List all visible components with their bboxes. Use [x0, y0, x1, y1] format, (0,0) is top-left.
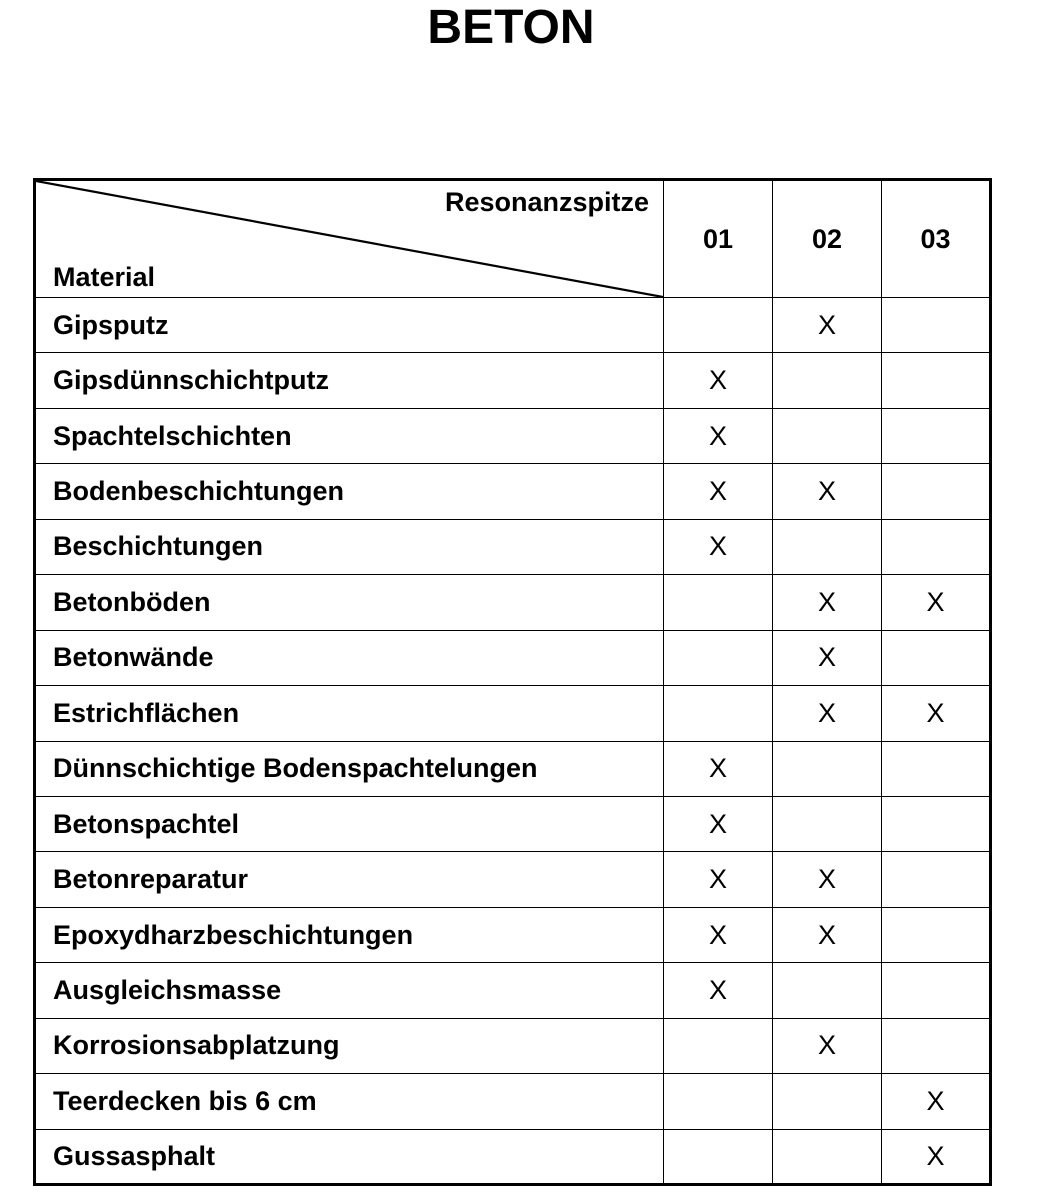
column-header-02: 02	[773, 180, 882, 298]
mark-cell-03	[882, 741, 991, 796]
table-row	[35, 907, 991, 962]
table-row	[35, 519, 991, 574]
mark-cell-01: X	[664, 741, 773, 796]
mark-cell-02: X	[773, 852, 882, 907]
material-cell: Epoxydharzbeschichtungen	[35, 907, 664, 962]
mark-cell-01: X	[664, 796, 773, 851]
mark-cell-01	[664, 298, 773, 353]
mark-cell-03	[882, 408, 991, 463]
column-header-01: 01	[664, 180, 773, 298]
material-cell: Dünnschichtige Bodenspachtelungen	[35, 741, 664, 796]
table-row	[35, 1018, 991, 1073]
table-row	[35, 741, 991, 796]
material-cell: Gussasphalt	[35, 1129, 664, 1184]
material-cell: Teerdecken bis 6 cm	[35, 1074, 664, 1129]
mark-cell-02: X	[773, 1018, 882, 1073]
table-row	[35, 963, 991, 1018]
mark-cell-01	[664, 686, 773, 741]
material-cell: Spachtelschichten	[35, 408, 664, 463]
mark-cell-01: X	[664, 519, 773, 574]
mark-cell-01: X	[664, 852, 773, 907]
material-cell: Betonböden	[35, 575, 664, 630]
table-row	[35, 686, 991, 741]
table-row	[35, 796, 991, 851]
mark-cell-03	[882, 907, 991, 962]
corner-header-cell	[35, 180, 664, 298]
mark-cell-03: X	[882, 575, 991, 630]
mark-cell-03	[882, 519, 991, 574]
material-cell: Ausgleichsmasse	[35, 963, 664, 1018]
mark-cell-02: X	[773, 686, 882, 741]
mark-cell-01: X	[664, 408, 773, 463]
page-title: BETON	[427, 1, 595, 54]
mark-cell-02: X	[773, 464, 882, 519]
mark-cell-02	[773, 519, 882, 574]
mark-cell-02	[773, 796, 882, 851]
mark-cell-01	[664, 575, 773, 630]
mark-cell-03	[882, 298, 991, 353]
mark-cell-01	[664, 1129, 773, 1184]
mark-cell-03	[882, 963, 991, 1018]
column-header-03: 03	[882, 180, 991, 298]
mark-cell-01	[664, 1074, 773, 1129]
mark-cell-01: X	[664, 464, 773, 519]
mark-cell-01: X	[664, 907, 773, 962]
table-row	[35, 353, 991, 408]
material-cell: Bodenbeschichtungen	[35, 464, 664, 519]
table-row	[35, 464, 991, 519]
mark-cell-02	[773, 408, 882, 463]
mark-cell-03	[882, 630, 991, 685]
mark-cell-03	[882, 464, 991, 519]
material-cell: Gipsputz	[35, 298, 664, 353]
material-cell: Beschichtungen	[35, 519, 664, 574]
mark-cell-03: X	[882, 1129, 991, 1184]
mark-cell-02: X	[773, 298, 882, 353]
material-cell: Betonwände	[35, 630, 664, 685]
material-cell: Betonreparatur	[35, 852, 664, 907]
table-row	[35, 575, 991, 630]
table-row	[35, 1074, 991, 1129]
mark-cell-03: X	[882, 1074, 991, 1129]
table-row	[35, 1129, 991, 1184]
mark-cell-03	[882, 796, 991, 851]
material-cell: Korrosionsabplatzung	[35, 1018, 664, 1073]
table-row	[35, 630, 991, 685]
mark-cell-01	[664, 630, 773, 685]
corner-label-material: Material	[53, 262, 156, 292]
material-cell: Gipsdünnschichtputz	[35, 353, 664, 408]
mark-cell-02: X	[773, 630, 882, 685]
corner-label-resonanzspitze: Resonanzspitze	[444, 187, 649, 217]
mark-cell-03	[882, 353, 991, 408]
mark-cell-02	[773, 963, 882, 1018]
mark-cell-01: X	[664, 963, 773, 1018]
mark-cell-01	[664, 1018, 773, 1073]
material-cell: Estrichflächen	[35, 686, 664, 741]
table-row	[35, 298, 991, 353]
mark-cell-03	[882, 1018, 991, 1073]
table-row	[35, 852, 991, 907]
resonance-table	[33, 178, 992, 1186]
mark-cell-02	[773, 741, 882, 796]
mark-cell-02: X	[773, 575, 882, 630]
mark-cell-02	[773, 1129, 882, 1184]
mark-cell-01: X	[664, 353, 773, 408]
header-row	[35, 180, 991, 298]
mark-cell-03: X	[882, 686, 991, 741]
mark-cell-02: X	[773, 907, 882, 962]
mark-cell-02	[773, 353, 882, 408]
material-cell: Betonspachtel	[35, 796, 664, 851]
mark-cell-02	[773, 1074, 882, 1129]
table-row	[35, 408, 991, 463]
mark-cell-03	[882, 852, 991, 907]
